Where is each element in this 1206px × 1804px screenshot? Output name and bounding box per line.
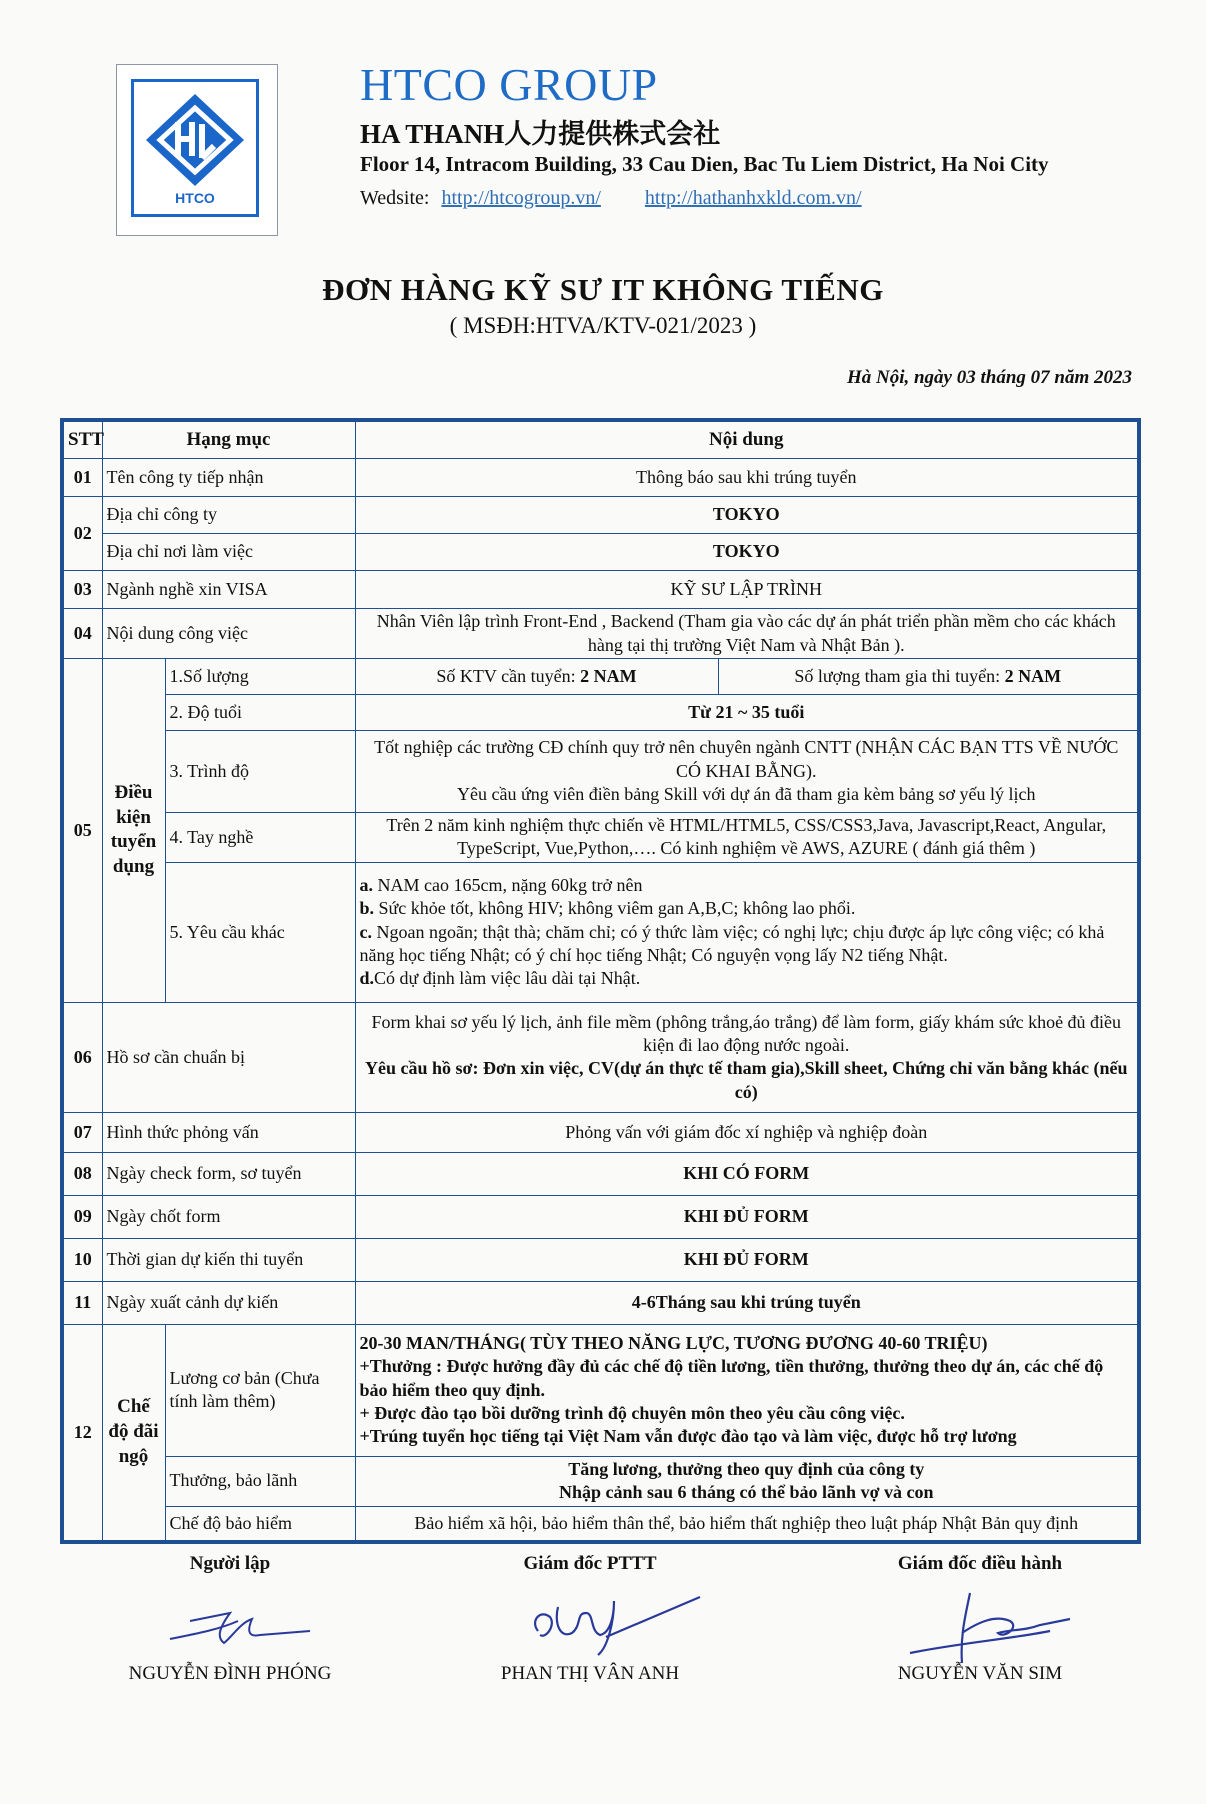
row-number: 01 bbox=[62, 459, 102, 497]
row-label: 2. Độ tuổi bbox=[165, 695, 355, 731]
quantity-needed: Số KTV cần tuyển: 2 NAM bbox=[355, 659, 718, 695]
signature-block-ceo bbox=[860, 1553, 1100, 1693]
header-content: Nội dung bbox=[355, 420, 1139, 459]
row-label: Ngày chốt form bbox=[102, 1195, 355, 1238]
table-row bbox=[62, 813, 1139, 863]
signature-name: NGUYỄN ĐÌNH PHÓNG bbox=[128, 1663, 332, 1684]
signature-role: Giám đốc PTTT bbox=[523, 1553, 657, 1574]
table-row bbox=[62, 1112, 1139, 1152]
requirement-item: a. NAM cao 165cm, nặng 60kg trở nên bbox=[359, 874, 643, 895]
row-value: KHI CÓ FORM bbox=[355, 1152, 1139, 1195]
table-row bbox=[62, 862, 1139, 1002]
requirement-item: c. Ngoan ngoãn; thật thà; chăm chỉ; có ý thức làm việc; có nghị lực; chịu được áp lực công việc; có khả năng học tiếng Nhật; có ý chí học tiếng Nhật; Có nguyện vọng lấy N2 tiếng Nhật. bbox=[359, 921, 1105, 965]
row-label: Ngày xuất cảnh dự kiến bbox=[102, 1281, 355, 1324]
document-title: ĐƠN HÀNG KỸ SƯ IT KHÔNG TIẾNG bbox=[322, 272, 884, 307]
logo-text: HTCO bbox=[175, 190, 215, 206]
table-row bbox=[62, 731, 1139, 813]
table-row bbox=[62, 659, 1139, 695]
row-label: 3. Trình độ bbox=[165, 731, 355, 813]
table-row bbox=[62, 1002, 1139, 1112]
row-value: TOKYO bbox=[355, 497, 1139, 534]
signature-block-director-pttt bbox=[470, 1553, 710, 1693]
row-label: Ngày check form, sơ tuyển bbox=[102, 1152, 355, 1195]
row-label: Tên công ty tiếp nhận bbox=[102, 459, 355, 497]
row-number: 03 bbox=[62, 571, 102, 609]
table-row bbox=[62, 534, 1139, 571]
website-label: Wedsite: bbox=[360, 187, 430, 209]
row-number: 09 bbox=[62, 1195, 102, 1238]
row-value: Từ 21 ~ 35 tuổi bbox=[355, 695, 1139, 731]
table-row bbox=[62, 1506, 1139, 1542]
row-number: 06 bbox=[62, 1002, 102, 1112]
row-value: KHI ĐỦ FORM bbox=[355, 1238, 1139, 1281]
signature-name: NGUYỄN VĂN SIM bbox=[897, 1663, 1063, 1684]
requirement-item: d.Có dự định làm việc lâu dài tại Nhật. bbox=[359, 968, 641, 989]
row-label: Ngành nghề xin VISA bbox=[102, 571, 355, 609]
row-value: KHI ĐỦ FORM bbox=[355, 1195, 1139, 1238]
signature-block-creator bbox=[110, 1553, 350, 1693]
group-label: Điều kiện tuyển dụng bbox=[102, 659, 165, 1003]
salary-details: 20-30 MAN/THÁNG( TÙY THEO NĂNG LỰC, TƯƠNG ĐƯƠNG 40-60 TRIỆU) +Thưởng : Được hưởng đầy đủ các chế độ tiền lương, tiền thưởng, thưởng theo dự án, các chế độ bảo hiểm theo quy định. + Được đào tạo bồi dưỡng trình độ chuyên môn theo yêu cầu công việc. +Trúng tuyển học tiếng tại Việt Nam vẫn được đào tạo và làm việc, được hỗ trợ lương bbox=[355, 1324, 1139, 1456]
group-label: Chế độ đãi ngộ bbox=[102, 1324, 165, 1542]
row-number: 04 bbox=[62, 609, 102, 659]
row-label: Lương cơ bản (Chưa tính làm thêm) bbox=[165, 1324, 355, 1456]
website-link-htcogroup[interactable]: http://htcogroup.vn/ bbox=[441, 187, 601, 209]
row-value: Tăng lương, thưởng theo quy định của công ty Nhập cảnh sau 6 tháng có thể bảo lãnh vợ và con bbox=[355, 1456, 1139, 1506]
website-line bbox=[360, 187, 862, 210]
document-date: Hà Nội, ngày 03 tháng 07 năm 2023 bbox=[846, 367, 1132, 388]
table-row bbox=[62, 609, 1139, 659]
row-label: Hình thức phỏng vấn bbox=[102, 1112, 355, 1152]
signature-role: Giám đốc điều hành bbox=[897, 1553, 1063, 1574]
row-number: 11 bbox=[62, 1281, 102, 1324]
signature-mark-icon bbox=[510, 1577, 710, 1657]
row-number: 07 bbox=[62, 1112, 102, 1152]
table-row bbox=[62, 459, 1139, 497]
table-row bbox=[62, 571, 1139, 609]
table-header-row bbox=[62, 420, 1139, 459]
signature-role: Người lập bbox=[189, 1553, 271, 1574]
brand-name: HTCO GROUP bbox=[360, 59, 658, 110]
row-value: Form khai sơ yếu lý lịch, ảnh file mềm (phông trắng,áo trắng) để làm form, giấy khám sức khoẻ đủ điều kiện đi lao động nước ngoài. Yêu cầu hồ sơ: Đơn xin việc, CV(dự án thực tế tham gia),Skill sheet, Chứng chỉ văn bằng khác (nếu có) bbox=[355, 1002, 1139, 1112]
row-label: 1.Số lượng bbox=[165, 659, 355, 695]
table-row bbox=[62, 1238, 1139, 1281]
requirement-item: b. Sức khỏe tốt, không HIV; không viêm gan A,B,C; không lao phổi. bbox=[359, 898, 856, 919]
row-label: Chế độ bảo hiểm bbox=[165, 1506, 355, 1542]
row-value: 4-6Tháng sau khi trúng tuyển bbox=[355, 1281, 1139, 1324]
row-value: Tốt nghiệp các trường CĐ chính quy trở nên chuyên ngành CNTT (NHẬN CÁC BẠN TTS VỀ NƯỚC CÓ KHAI BẰNG). Yêu cầu ứng viên điền bảng Skill với dự án đã tham gia kèm bảng sơ yếu lý lịch bbox=[355, 731, 1139, 813]
row-number: 05 bbox=[62, 659, 102, 1003]
row-value: TOKYO bbox=[355, 534, 1139, 571]
table-row bbox=[62, 1324, 1139, 1456]
row-value: KỸ SƯ LẬP TRÌNH bbox=[355, 571, 1139, 609]
job-order-table bbox=[60, 418, 1141, 1544]
website-link-hathanh[interactable]: http://hathanhxkld.com.vn/ bbox=[644, 187, 862, 209]
row-number: 08 bbox=[62, 1152, 102, 1195]
row-label: Hồ sơ cần chuẩn bị bbox=[102, 1002, 355, 1112]
header-item: Hạng mục bbox=[102, 420, 355, 459]
document-code: ( MSĐH:HTVA/KTV-021/2023 ) bbox=[449, 313, 757, 338]
row-number: 12 bbox=[62, 1324, 102, 1542]
company-name: HA THANH人力提供株式会社 bbox=[360, 119, 721, 149]
row-value: Phỏng vấn với giám đốc xí nghiệp và nghiệp đoàn bbox=[355, 1112, 1139, 1152]
other-requirements bbox=[355, 862, 1139, 1002]
table-row bbox=[62, 497, 1139, 534]
header-stt: STT bbox=[62, 420, 102, 459]
htco-diamond-icon bbox=[140, 90, 250, 190]
row-label: Địa chỉ công ty bbox=[102, 497, 355, 534]
table-row bbox=[62, 695, 1139, 731]
row-number: 10 bbox=[62, 1238, 102, 1281]
table-row bbox=[62, 1456, 1139, 1506]
row-label: 4. Tay nghề bbox=[165, 813, 355, 863]
row-value: Bảo hiểm xã hội, bảo hiểm thân thể, bảo hiểm thất nghiệp theo luật pháp Nhật Bản quy định bbox=[355, 1506, 1139, 1542]
signature-name: PHAN THỊ VÂN ANH bbox=[500, 1663, 680, 1684]
company-logo bbox=[116, 64, 278, 236]
logo-frame bbox=[131, 79, 259, 217]
table-row bbox=[62, 1195, 1139, 1238]
row-label: Nội dung công việc bbox=[102, 609, 355, 659]
table-row bbox=[62, 1152, 1139, 1195]
quantity-exam: Số lượng tham gia thi tuyển: 2 NAM bbox=[718, 659, 1139, 695]
row-value: Nhân Viên lập trình Front-End , Backend (Tham gia vào các dự án phát triển phần mềm cho các khách hàng tại thị trường Việt Nam và Nhật Bản ). bbox=[355, 609, 1139, 659]
row-label: Thời gian dự kiến thi tuyển bbox=[102, 1238, 355, 1281]
table-row bbox=[62, 1281, 1139, 1324]
row-value: Thông báo sau khi trúng tuyển bbox=[355, 459, 1139, 497]
row-value: Trên 2 năm kinh nghiệm thực chiến về HTML/HTML5, CSS/CSS3,Java, Javascript,React, Angular, TypeScript, Vue,Python,…. Có kinh nghiệm về AWS, AZURE ( đánh giá thêm ) bbox=[355, 813, 1139, 863]
row-label: Thưởng, bảo lãnh bbox=[165, 1456, 355, 1506]
row-number: 02 bbox=[62, 497, 102, 571]
row-label: Địa chỉ nơi làm việc bbox=[102, 534, 355, 571]
signature-mark-icon bbox=[160, 1603, 320, 1653]
row-label: 5. Yêu cầu khác bbox=[165, 862, 355, 1002]
company-address: Floor 14, Intracom Building, 33 Cau Dien, Bac Tu Liem District, Ha Noi City bbox=[360, 152, 1049, 176]
